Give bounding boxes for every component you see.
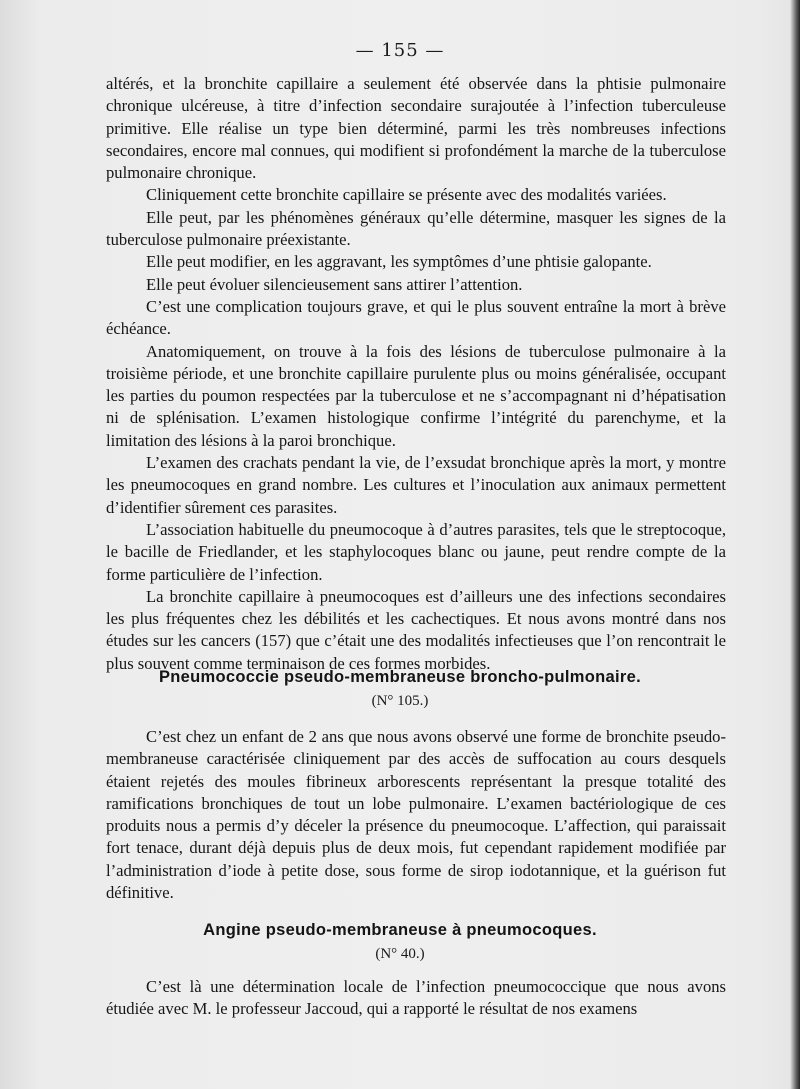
- section-3-number: (N° 40.): [375, 946, 425, 962]
- page-edge-shadow: [790, 0, 800, 1089]
- section-3-body: [106, 976, 726, 1021]
- page-number: — 155 —: [355, 40, 445, 61]
- section-2-body: [106, 726, 726, 904]
- section-2-heading: Pneumococcie pseudo-membraneuse broncho-pulmonaire.: [159, 668, 641, 686]
- paragraph: Elle peut évoluer silencieusement sans attirer l’attention.: [146, 274, 523, 294]
- section-2-number: (N° 105.): [371, 693, 429, 709]
- paragraph: Elle peut modifier, en les aggravant, les symptômes d’une phtisie galopante.: [146, 252, 652, 272]
- paragraph: C’est une complication toujours grave, et qui le plus souvent entraîne la mort à brève échéance.: [106, 296, 726, 339]
- section-3-heading: Angine pseudo-membraneuse à pneumocoques.: [203, 921, 597, 939]
- paragraph: Cliniquement cette bronchite capillaire se présente avec des modalités variées.: [146, 185, 667, 205]
- paragraph: Anatomiquement, on trouve à la fois des lésions de tuberculose pulmonaire à la troisième période, et une bronchite capillaire purulente plus ou moins généralisée, occupant les parties du poumon respectées par la tuberculose et ne s’accompagnant ni d’hépatisation ni de splénisation. L’examen histologique confirme l’intégrité du parenchyme, et la limitation des lésions à la paroi bronchique.: [106, 341, 726, 450]
- paragraph: C’est là une détermination locale de l’infection pneumococcique que nous avons étudiée avec M. le professeur Jaccoud, qui a rapporté le résultat de nos examens: [106, 977, 726, 1019]
- paragraph: Elle peut, par les phénomènes généraux qu’elle détermine, masquer les signes de la tuberculose pulmonaire préexistante.: [106, 207, 726, 250]
- paragraph: altérés, et la bronchite capillaire a seulement été observée dans la phtisie pulmonaire chronique ulcéreuse, à titre d’infection secondaire surajoutée à l’infection tuberculeuse primitive. Elle réalise un type bien déterminé, parmi les très nombreuses infections secondaires, encore mal connues, qui modifient si profondément la marche de la tuberculose pulmonaire chronique.: [106, 74, 726, 183]
- paragraph: L’association habituelle du pneumocoque à d’autres parasites, tels que le streptocoque, le bacille de Friedlander, et les staphylocoques blanc ou jaune, peut rendre compte de la forme particulière de l’infection.: [106, 519, 726, 584]
- paragraph: La bronchite capillaire à pneumocoques est d’ailleurs une des infections secondaires les plus fréquentes chez les débilités et les cachectiques. Et nous avons montré dans nos études sur les cancers (157) que c’était une des modalités infectieuses que l’on rencontrait le plus souvent comme terminaison de ces formes morbides.: [106, 586, 726, 673]
- section-1-body: [106, 73, 726, 675]
- paragraph: L’examen des crachats pendant la vie, de l’exsudat bronchique après la mort, y montre les pneumocoques en grand nombre. Les cultures et l’inoculation aux animaux permettent d’identifier sûrement ces parasites.: [106, 453, 726, 517]
- paragraph: C’est chez un enfant de 2 ans que nous avons observé une forme de bronchite pseudo-membraneuse caractérisée cliniquement par des accès de suffocation au cours desquels étaient rejetés des moules fibrineux arborescents représentant la presque totalité des ramifications bronchiques de tout un lobe pulmonaire. L’examen bactériologique de ces produits nous a permis d’y déceler la présence du pneumocoque. L’affection, qui paraissait fort tenace, durant déjà depuis plus de deux mois, fut cependant rapidement modifiée par l’administration d’iode à petite dose, sous forme de sirop iodotannique, et la guérison fut définitive.: [106, 727, 726, 903]
